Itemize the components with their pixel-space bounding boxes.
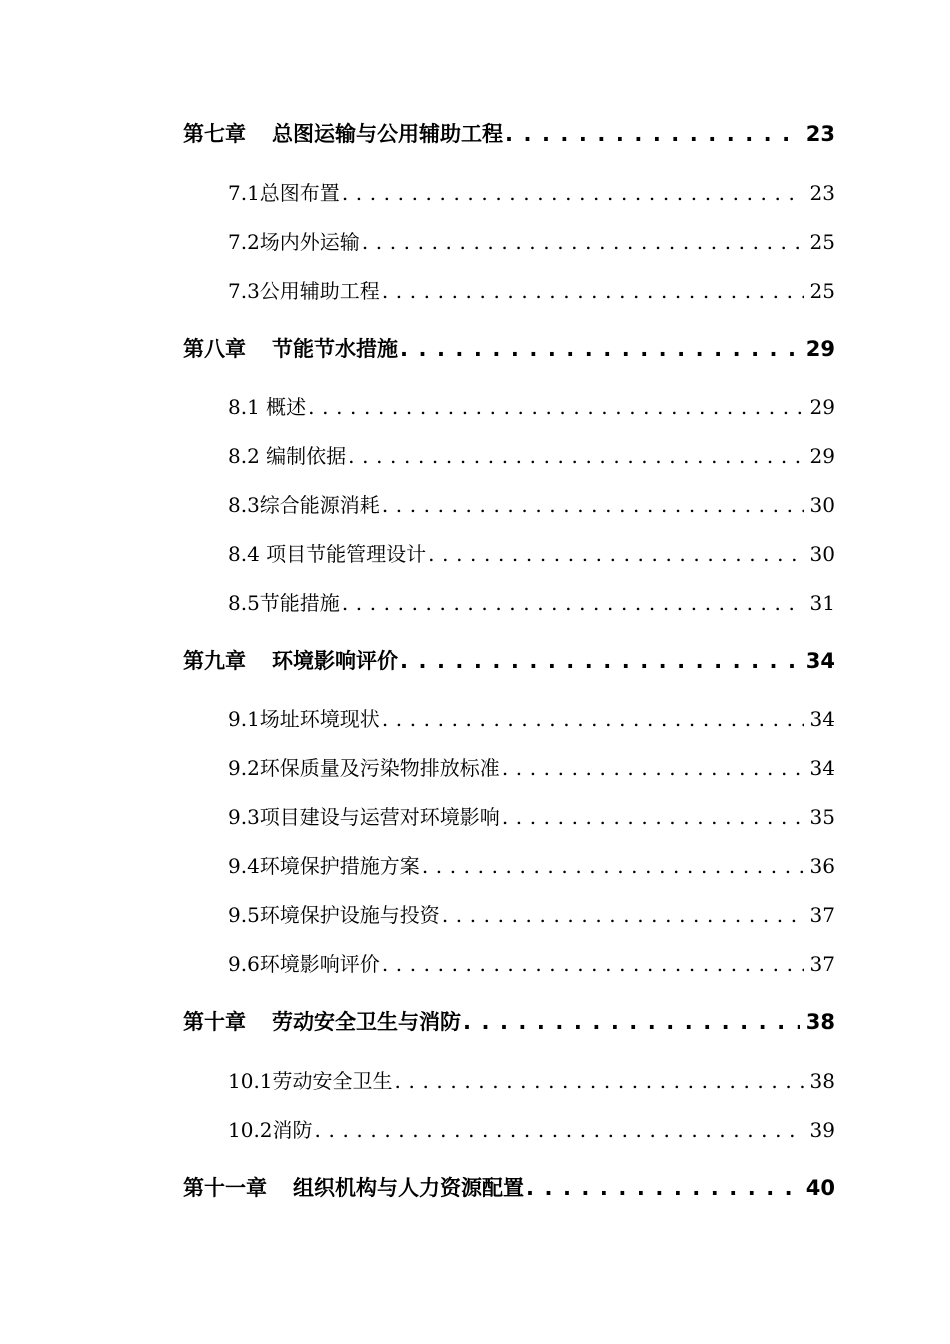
page-number: 29 bbox=[809, 444, 835, 468]
page-number: 38 bbox=[805, 1010, 835, 1034]
toc-section-entry[interactable] bbox=[228, 177, 835, 211]
toc-section-entry[interactable] bbox=[228, 391, 835, 425]
section-title: 10.2消防 bbox=[228, 1118, 313, 1142]
page-number: 34 bbox=[809, 756, 835, 780]
toc-chapter-entry[interactable] bbox=[183, 645, 835, 681]
section-title: 7.2场内外运输 bbox=[228, 230, 360, 254]
toc-section-entry[interactable] bbox=[228, 703, 835, 737]
dot-leader bbox=[342, 181, 804, 205]
dot-leader bbox=[308, 395, 803, 419]
dot-leader bbox=[428, 542, 803, 566]
dot-leader bbox=[400, 337, 800, 361]
dot-leader bbox=[382, 707, 804, 731]
toc-section-entry[interactable] bbox=[228, 538, 835, 572]
dot-leader bbox=[342, 591, 804, 615]
toc-section-entry[interactable] bbox=[228, 1065, 835, 1099]
toc-chapter-entry[interactable] bbox=[183, 118, 835, 154]
section-title: 7.3公用辅助工程 bbox=[228, 279, 380, 303]
page-number: 23 bbox=[805, 122, 835, 146]
dot-leader bbox=[502, 756, 804, 780]
chapter-number: 第八章 bbox=[183, 337, 246, 361]
page-number: 35 bbox=[809, 805, 835, 829]
chapter-title: 组织机构与人力资源配置 bbox=[293, 1176, 524, 1200]
toc-section-entry[interactable] bbox=[228, 948, 835, 982]
page-number: 39 bbox=[809, 1118, 835, 1142]
chapter-title: 劳动安全卫生与消防 bbox=[272, 1010, 461, 1034]
dot-leader bbox=[463, 1010, 800, 1034]
page-number: 38 bbox=[809, 1069, 835, 1093]
page-number: 31 bbox=[809, 591, 835, 615]
chapter-number: 第十一章 bbox=[183, 1176, 267, 1200]
toc-section-entry[interactable] bbox=[228, 801, 835, 835]
section-title: 8.2 编制依据 bbox=[228, 444, 347, 468]
toc-chapter-entry[interactable] bbox=[183, 333, 835, 369]
section-title: 9.2环保质量及污染物排放标准 bbox=[228, 756, 500, 780]
page-number: 36 bbox=[809, 854, 835, 878]
section-title: 8.5节能措施 bbox=[228, 591, 340, 615]
dot-leader bbox=[505, 122, 800, 146]
toc-chapter-entry[interactable] bbox=[183, 1172, 835, 1208]
toc-section-entry[interactable] bbox=[228, 440, 835, 474]
chapter-title: 节能节水措施 bbox=[272, 337, 398, 361]
dot-leader bbox=[526, 1176, 800, 1200]
page-number: 40 bbox=[805, 1176, 835, 1200]
section-title: 9.6环境影响评价 bbox=[228, 952, 380, 976]
page-number: 30 bbox=[809, 542, 835, 566]
toc-section-entry[interactable] bbox=[228, 1114, 835, 1148]
toc-chapter-entry[interactable] bbox=[183, 1006, 835, 1042]
dot-leader bbox=[382, 952, 804, 976]
toc-section-entry[interactable] bbox=[228, 587, 835, 621]
toc-section-entry[interactable] bbox=[228, 850, 835, 884]
section-title: 8.3综合能源消耗 bbox=[228, 493, 380, 517]
page-number: 29 bbox=[805, 337, 835, 361]
section-title: 7.1总图布置 bbox=[228, 181, 340, 205]
section-title: 9.1场址环境现状 bbox=[228, 707, 380, 731]
section-title: 9.5环境保护设施与投资 bbox=[228, 903, 440, 927]
toc-section-entry[interactable] bbox=[228, 226, 835, 260]
chapter-number: 第十章 bbox=[183, 1010, 246, 1034]
page-number: 23 bbox=[809, 181, 835, 205]
dot-leader bbox=[395, 1069, 804, 1093]
page-number: 30 bbox=[809, 493, 835, 517]
page-number: 29 bbox=[809, 395, 835, 419]
page-number: 34 bbox=[809, 707, 835, 731]
section-title: 9.3项目建设与运营对环境影响 bbox=[228, 805, 500, 829]
chapter-number: 第九章 bbox=[183, 649, 246, 673]
dot-leader bbox=[315, 1118, 804, 1142]
dot-leader bbox=[382, 493, 804, 517]
section-title: 8.4 项目节能管理设计 bbox=[228, 542, 427, 566]
toc-section-entry[interactable] bbox=[228, 489, 835, 523]
dot-leader bbox=[362, 230, 804, 254]
page-number: 25 bbox=[809, 279, 835, 303]
toc-section-entry[interactable] bbox=[228, 275, 835, 309]
chapter-title: 环境影响评价 bbox=[272, 649, 398, 673]
page-number: 25 bbox=[809, 230, 835, 254]
dot-leader bbox=[502, 805, 804, 829]
chapter-number: 第七章 bbox=[183, 122, 246, 146]
chapter-title: 总图运输与公用辅助工程 bbox=[272, 122, 503, 146]
toc-section-entry[interactable] bbox=[228, 899, 835, 933]
section-title: 10.1劳动安全卫生 bbox=[228, 1069, 393, 1093]
dot-leader bbox=[442, 903, 804, 927]
page-number: 37 bbox=[809, 952, 835, 976]
dot-leader bbox=[382, 279, 804, 303]
section-title: 9.4环境保护措施方案 bbox=[228, 854, 420, 878]
section-title: 8.1 概述 bbox=[228, 395, 307, 419]
dot-leader bbox=[400, 649, 800, 673]
page-number: 34 bbox=[805, 649, 835, 673]
toc-section-entry[interactable] bbox=[228, 752, 835, 786]
dot-leader bbox=[422, 854, 804, 878]
dot-leader bbox=[348, 444, 803, 468]
page-number: 37 bbox=[809, 903, 835, 927]
